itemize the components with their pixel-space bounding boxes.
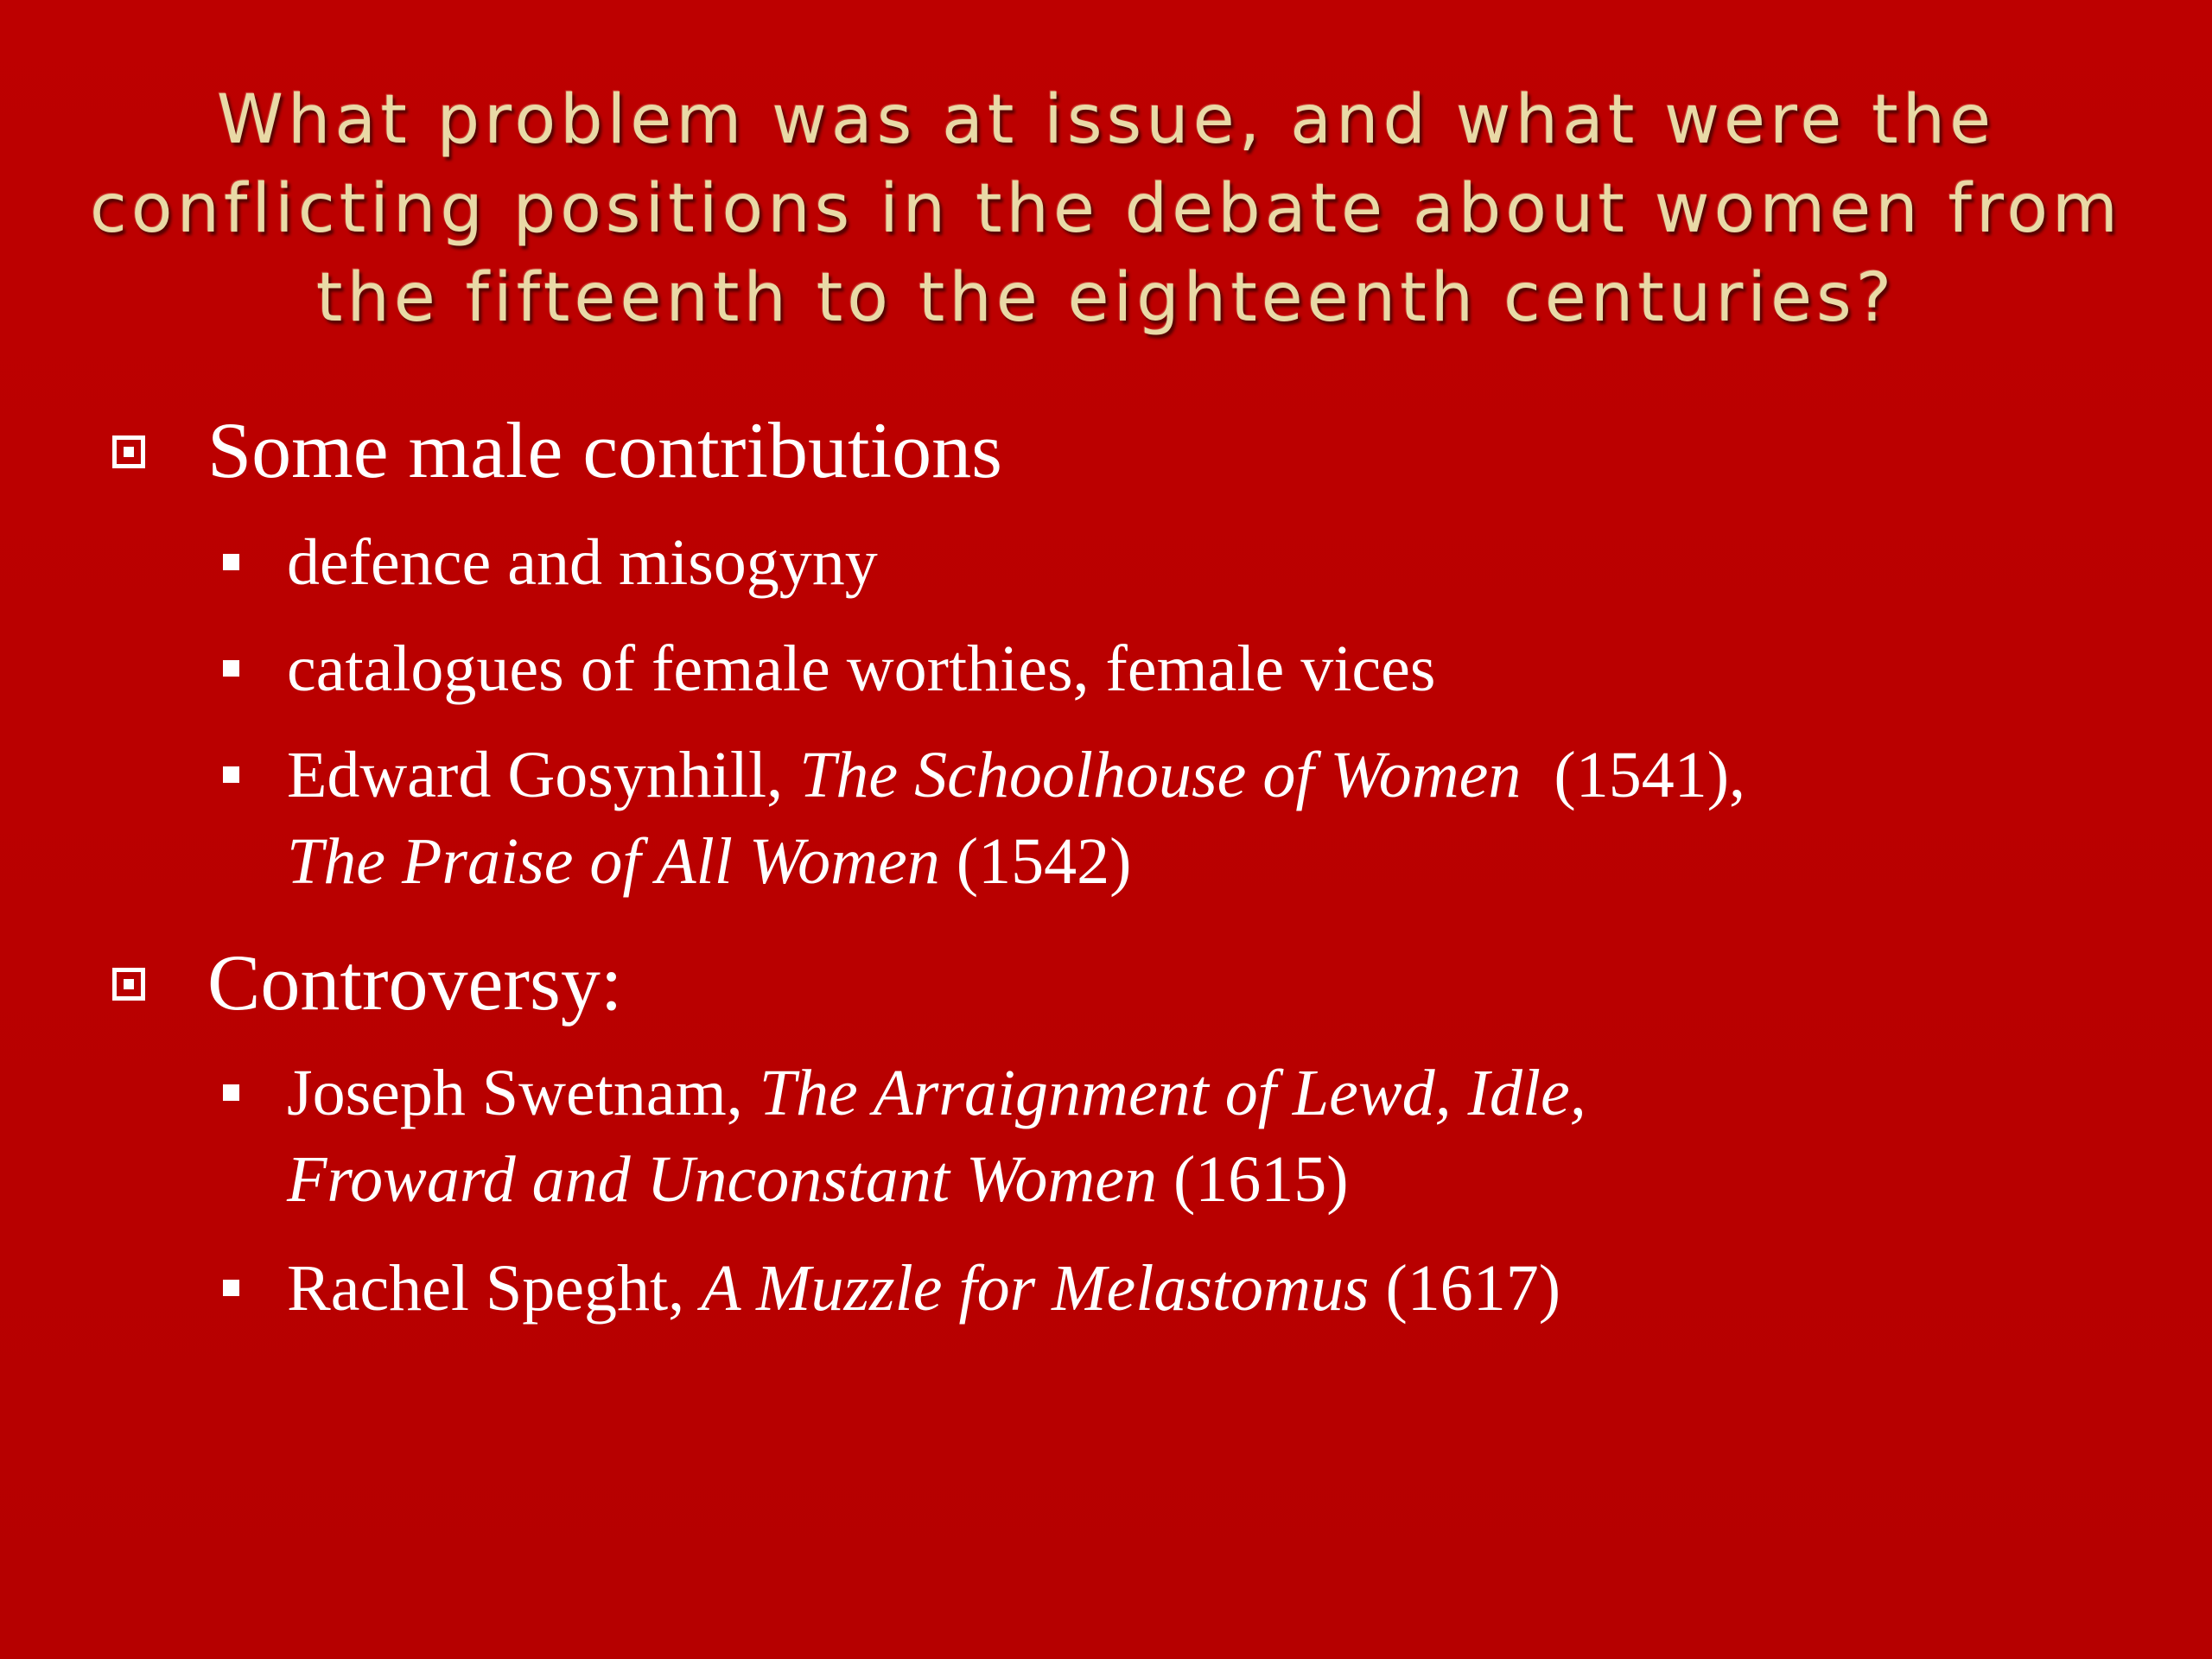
square-bullet-icon bbox=[112, 435, 145, 468]
author-name: Edward Gosynhill, bbox=[287, 739, 800, 811]
title-line-2: conflicting positions in the debate about women from bbox=[89, 170, 2123, 248]
sub-bullet-text: defence and misogyny bbox=[287, 526, 878, 599]
small-square-bullet-icon bbox=[223, 766, 239, 783]
small-square-bullet-icon bbox=[223, 1280, 239, 1296]
sub-bullet-line-2 bbox=[287, 1136, 2145, 1223]
work-year: (1542) bbox=[939, 825, 1132, 898]
section-heading: Controversy: bbox=[207, 938, 623, 1027]
work-year: (1541), bbox=[1521, 739, 1746, 811]
sub-bullet-line-1 bbox=[287, 732, 2145, 818]
small-square-bullet-icon bbox=[223, 1084, 239, 1101]
work-year: (1615) bbox=[1157, 1143, 1349, 1216]
work-title: Froward and Unconstant Women bbox=[287, 1143, 1157, 1216]
title-line-1: What problem was at issue, and what were the bbox=[216, 81, 1996, 159]
sub-bullet-text: catalogues of female worthies, female vices bbox=[287, 632, 1436, 705]
title-line-3: the fifteenth to the eighteenth centuries? bbox=[315, 259, 1897, 337]
square-bullet-icon bbox=[112, 968, 145, 1001]
author-name: Rachel Speght, bbox=[287, 1252, 702, 1325]
work-title: A Muzzle for Melastomus bbox=[701, 1252, 1370, 1325]
sub-bullet-text bbox=[287, 1050, 2145, 1223]
sub-bullet-line-1 bbox=[287, 1050, 2145, 1136]
small-square-bullet-icon bbox=[223, 660, 239, 677]
section-heading: Some male contributions bbox=[207, 406, 1002, 494]
work-title: The Praise of All Women bbox=[287, 825, 940, 898]
author-name: Joseph Swetnam, bbox=[287, 1057, 760, 1129]
sub-bullet-line-1 bbox=[287, 1245, 2145, 1332]
sub-bullet-text bbox=[287, 1245, 2145, 1332]
sub-bullet-line-2 bbox=[287, 818, 2145, 905]
work-title: The Arraignment of Lewd, Idle, bbox=[759, 1057, 1586, 1129]
sub-bullet-text bbox=[287, 732, 2145, 905]
work-title: The Schoolhouse of Women bbox=[799, 739, 1522, 811]
small-square-bullet-icon bbox=[223, 554, 239, 570]
work-year: (1617) bbox=[1369, 1252, 1561, 1325]
slide-title bbox=[69, 76, 2143, 343]
